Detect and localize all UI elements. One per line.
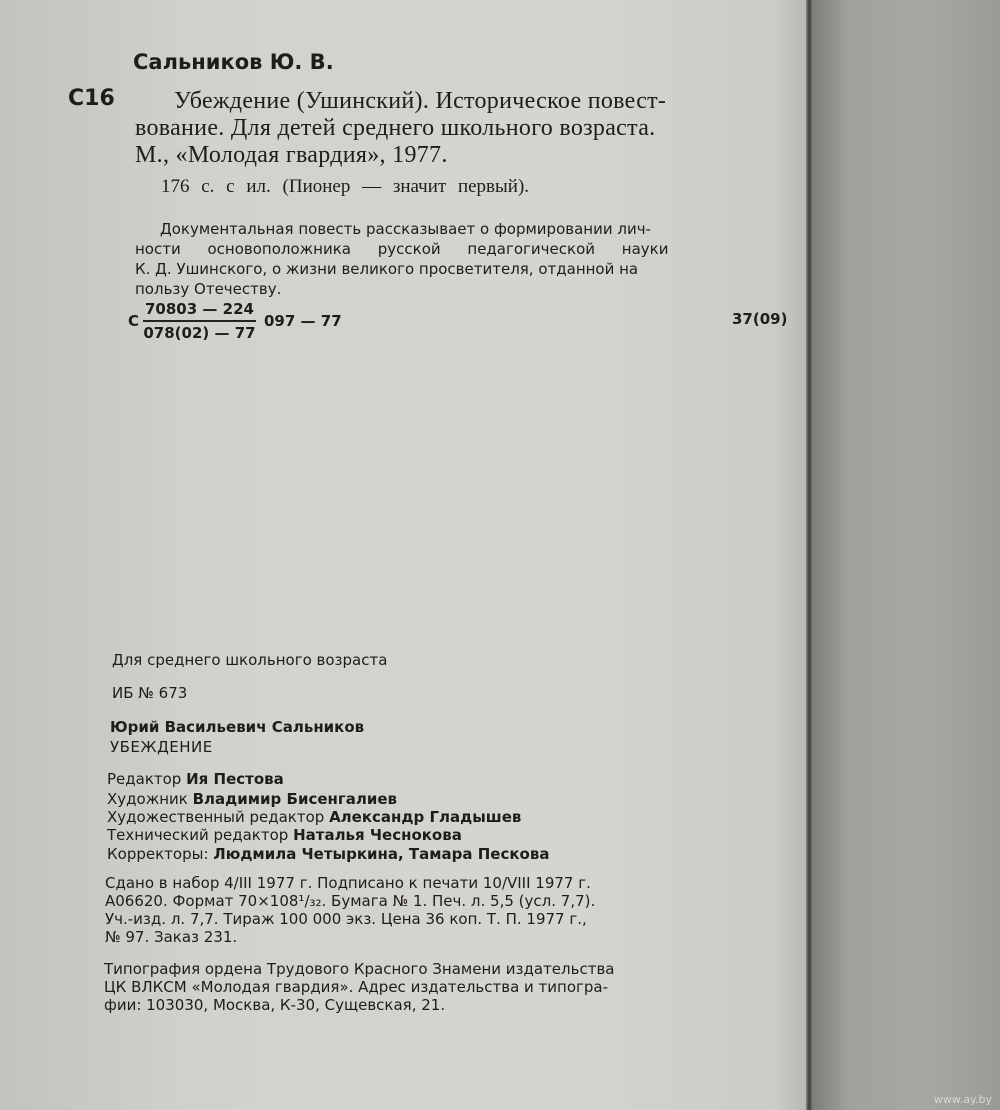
- catalog-code: С16: [68, 86, 115, 111]
- bbk-code: 37(09): [732, 310, 788, 328]
- production-line-2: А06620. Формат 70×108¹/₃₂. Бумага № 1. Печ. л. 5,5 (усл. 7,7).: [105, 892, 596, 910]
- credit-person: Людмила Четыркина, Тамара Пескова: [213, 845, 550, 863]
- printing-line-1: Типография ордена Трудового Красного Знамени издательства: [104, 960, 615, 978]
- book-title-caps: УБЕЖДЕНИЕ: [110, 738, 213, 756]
- age-group: Для среднего школьного возраста: [112, 651, 388, 669]
- annotation-line-3: К. Д. Ушинского, о жизни великого просветителя, отданной на: [135, 260, 639, 278]
- credit-editor: [107, 770, 284, 788]
- ib-number: ИБ № 673: [112, 684, 188, 702]
- credit-role: Технический редактор: [107, 826, 289, 844]
- title-line-2: вование. Для детей среднего школьного возраста.: [135, 115, 656, 141]
- credit-proofreaders: [107, 845, 549, 863]
- classification-suffix: 097 — 77: [264, 312, 342, 330]
- credit-role: Редактор: [107, 770, 182, 788]
- printing-line-2: ЦК ВЛКСМ «Молодая гвардия». Адрес издательства и типогра-: [104, 978, 609, 996]
- credit-person: Ия Пестова: [186, 770, 284, 788]
- title-line-1: Убеждение (Ушинский). Историческое повест-: [174, 88, 667, 114]
- watermark: www.ay.by: [933, 1093, 992, 1106]
- production-line-4: № 97. Заказ 231.: [105, 928, 238, 946]
- author-name: Сальников Ю. В.: [133, 50, 334, 74]
- credit-person: Владимир Бисенгалиев: [192, 790, 398, 808]
- credit-person: Александр Гладышев: [329, 808, 522, 826]
- production-line-3: Уч.-изд. л. 7,7. Тираж 100 000 экз. Цена 36 коп. Т. П. 1977 г.,: [105, 910, 587, 928]
- author-full-name: Юрий Васильевич Сальников: [110, 718, 365, 736]
- credit-role: Художественный редактор: [107, 808, 325, 826]
- annotation-line-4: пользу Отечеству.: [135, 280, 282, 298]
- classification-numerator: 70803 — 224: [143, 300, 256, 322]
- pages-line: 176 с. с ил. (Пионер — значит первый).: [161, 176, 530, 197]
- credit-tech-editor: [107, 826, 462, 844]
- annotation-line-2: ности основоположника русской педагогической науки: [135, 240, 669, 258]
- annotation-line-1: Документальная повесть рассказывает о формировании лич-: [160, 220, 651, 238]
- printing-line-3: фии: 103030, Москва, К-30, Сущевская, 21.: [104, 996, 446, 1014]
- production-line-1: Сдано в набор 4/III 1977 г. Подписано к печати 10/VIII 1977 г.: [105, 874, 591, 892]
- classification-prefix: С: [128, 312, 140, 330]
- credit-artist: [107, 790, 397, 808]
- adjacent-pages: [812, 0, 1000, 1110]
- credit-person: Наталья Чеснокова: [293, 826, 462, 844]
- classification-denominator: 078(02) — 77: [143, 324, 256, 342]
- classification-fraction: [143, 300, 256, 342]
- credit-role: Корректоры:: [107, 845, 209, 863]
- title-line-3: М., «Молодая гвардия», 1977.: [135, 142, 448, 168]
- credit-role: Художник: [107, 790, 188, 808]
- credit-art-editor: [107, 808, 521, 826]
